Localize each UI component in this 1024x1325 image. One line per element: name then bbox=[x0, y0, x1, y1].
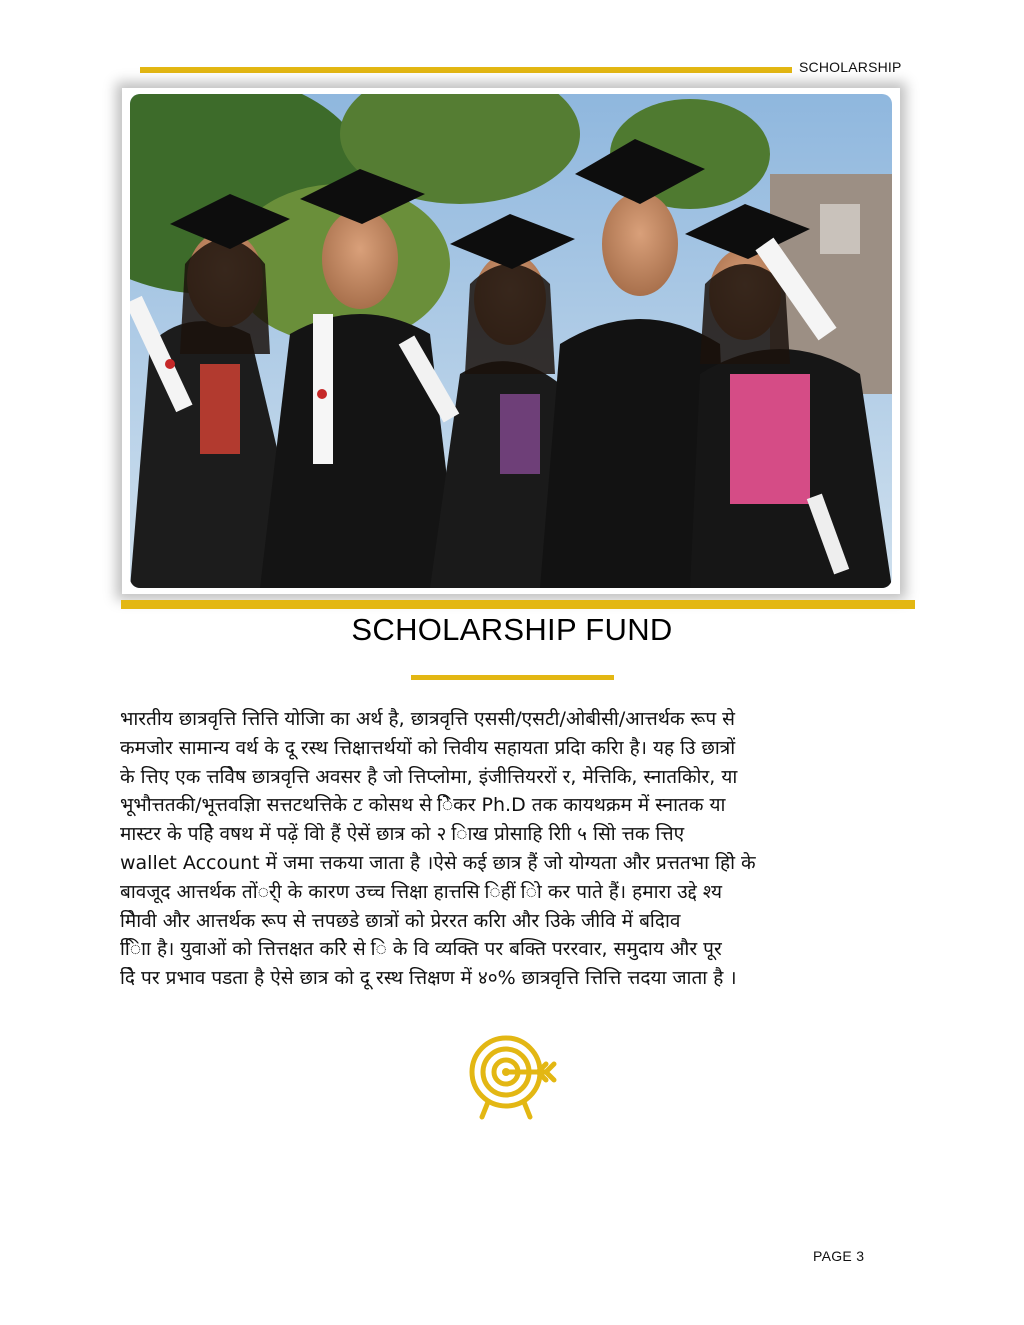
body-line: के त्तिए एक त्तविेष छात्रवृत्ति अवसर है जो त्तिप्लोमा, इंजीत्तियररों र, मेत्तिकि, स्नातकोिर, या bbox=[120, 765, 738, 788]
section-divider bbox=[121, 600, 915, 609]
section-title: SCHOLARSHIP FUND bbox=[351, 612, 673, 647]
graduates-photo bbox=[130, 94, 892, 588]
page-number: PAGE 3 bbox=[813, 1248, 865, 1264]
body-line: भूभौत्ततकी/भूत्तवज्ञाि सत्तटथत्तिके ट कोसथ से िेकर Ph.D तक कायथक्रम में स्नातक या bbox=[120, 794, 726, 817]
header-label: SCHOLARSHIP bbox=[799, 59, 902, 75]
body-line: देि पर प्रभाव पडता है ऐसे छात्र को दू रस्थ त्तिक्षण में ४०% छात्रवृत्ति त्तित्ति त्तदया जाता है । bbox=[120, 967, 737, 990]
body-paragraph bbox=[120, 705, 920, 993]
body-line: िािा है। युवाओं को त्तित्तक्षत करिे से ि के वि व्यक्ति पर बक्ति पररवार, समुदाय और पूर bbox=[120, 938, 722, 961]
body-line: कमजोर सामान्य वर्थ के दू रस्थ त्तिक्षात्तर्थयों को त्तिवीय सहायता प्रदाि करिा है। यह उि छात्रों bbox=[120, 736, 736, 759]
graduates-photo-frame bbox=[122, 88, 900, 594]
header-rule bbox=[140, 67, 792, 73]
body-line: भारतीय छात्रवृत्ति त्तित्ति योजिा का अर्थ है, छात्रवृत्ति एससी/एसटी/ओबीसी/आत्तर्थक रूप से bbox=[120, 708, 735, 730]
body-line: wallet Account में जमा त्तकया जाता है ।ऐसे कई छात्र हैं जो योग्यता और प्रत्ततभा होिे के bbox=[120, 851, 756, 874]
body-line: मास्टर के पहिे वषथ में पढ़ें वािे हैं ऐसें छात्र को २ िाख प्रोसाहि रािी ५ सािे त्तक त्तिए bbox=[120, 823, 685, 846]
target-arrow-icon bbox=[466, 1032, 560, 1120]
body-line: मेिावी और आत्तर्थक रूप से त्तपछडे छात्रों को प्रेररत करिा और उिके जीवि में बदिाव bbox=[120, 909, 681, 932]
title-underline bbox=[411, 675, 614, 680]
body-line: बावजूद आत्तर्थक तोंर्ी के कारण उच्च त्तिक्षा हात्तसि िहीं िो कर पाते हैं। हमारा उद्दे श्य bbox=[120, 880, 722, 903]
